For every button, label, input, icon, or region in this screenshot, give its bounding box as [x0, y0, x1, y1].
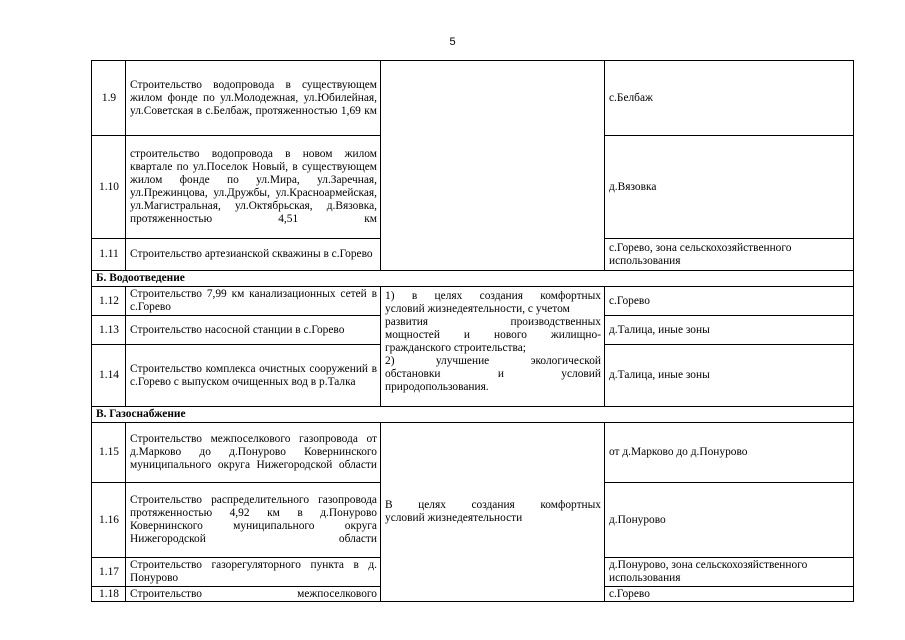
row-number: 1.10 — [92, 136, 126, 239]
table-row — [92, 61, 854, 136]
row-description: Строительство артезианской скважины в с.Горево — [126, 239, 381, 271]
purpose-line: мощностей и нового жилищно- — [385, 329, 601, 341]
section-row — [92, 271, 854, 287]
section-row — [92, 407, 854, 423]
row-location: от д.Марково до д.Понурово — [605, 423, 854, 483]
row-location: д.Понурово, зона сельскохозяйственного использования — [605, 558, 854, 587]
row-number: 1.16 — [92, 483, 126, 558]
row-description: Строительство распределительного газопровода протяженностью 4,92 км в д.Понурово Ковернинского муниципального округа Нижегородской области — [126, 483, 381, 558]
purpose-line: 2) улучшение экологической — [385, 355, 601, 367]
row-description: Строительство 7,99 км канализационных сетей в с.Горево — [126, 287, 381, 316]
row-location: с.Горево, зона сельскохозяйственного использования — [605, 239, 854, 271]
measures-table — [91, 60, 854, 602]
row-location: с.Горево — [605, 287, 854, 316]
row-number: 1.13 — [92, 316, 126, 345]
row-description: Строительство межпоселкового газопровода от д.Марково до д.Понурово Ковернинского муниципального округа Нижегородской области — [126, 423, 381, 483]
purpose-line: обстановки и условий — [385, 368, 601, 380]
purpose-line: природопользования. — [385, 381, 489, 393]
page-number: 5 — [449, 36, 456, 48]
purpose-cell-drainage — [381, 287, 605, 407]
row-description: Строительство водопровода в существующем жилом фонде по ул.Молодежная, ул.Юбилейная, ул.Советская в с.Белбаж, протяженностью 1,69 км — [126, 61, 381, 136]
row-description: строительство водопровода в новом жилом квартале по ул.Поселок Новый, в существующем жилом фонде по ул.Мира, ул.Заречная, ул.Прежинцова, ул.Дружбы, ул.Красноармейская, ул.Магистральная, ул.Октябрьская, д.Вязовка, протяженностью 4,51 км — [126, 136, 381, 239]
table-row — [92, 423, 854, 483]
row-location: д.Понурово — [605, 483, 854, 558]
row-description: Строительство газорегуляторного пункта в д. Понурово — [126, 558, 381, 587]
row-number: 1.9 — [92, 61, 126, 136]
purpose-line: условий жизнедеятельности — [385, 512, 523, 524]
purpose-line: гражданского строительства; — [385, 342, 526, 354]
row-description: Строительство межпоселкового — [126, 587, 381, 602]
purpose-line: развития производственных — [385, 316, 601, 328]
row-number: 1.14 — [92, 345, 126, 407]
row-number: 1.18 — [92, 587, 126, 602]
row-number: 1.17 — [92, 558, 126, 587]
row-description: Строительство насосной станции в с.Горево — [126, 316, 381, 345]
purpose-cell-water — [381, 61, 605, 271]
purpose-line: В целях создания комфортных — [385, 499, 601, 511]
purpose-line: условий жизнедеятельности, с учетом — [385, 303, 570, 315]
row-number: 1.12 — [92, 287, 126, 316]
row-location: д.Талица, иные зоны — [605, 345, 854, 407]
row-number: 1.11 — [92, 239, 126, 271]
row-location: с.Белбаж — [605, 61, 854, 136]
section-heading-drainage: Б. Водоотведение — [92, 271, 854, 287]
section-heading-gas: В. Газоснабжение — [92, 407, 854, 423]
purpose-cell-gas — [381, 423, 605, 602]
row-location: д.Талица, иные зоны — [605, 316, 854, 345]
row-location: д.Вязовка — [605, 136, 854, 239]
row-number: 1.15 — [92, 423, 126, 483]
table-row — [92, 287, 854, 316]
row-description: Строительство комплекса очистных сооружений в с.Горево с выпуском очищенных вод в р.Талка — [126, 345, 381, 407]
purpose-line: 1) в целях создания комфортных — [385, 290, 601, 302]
row-location: с.Горево — [605, 587, 854, 602]
